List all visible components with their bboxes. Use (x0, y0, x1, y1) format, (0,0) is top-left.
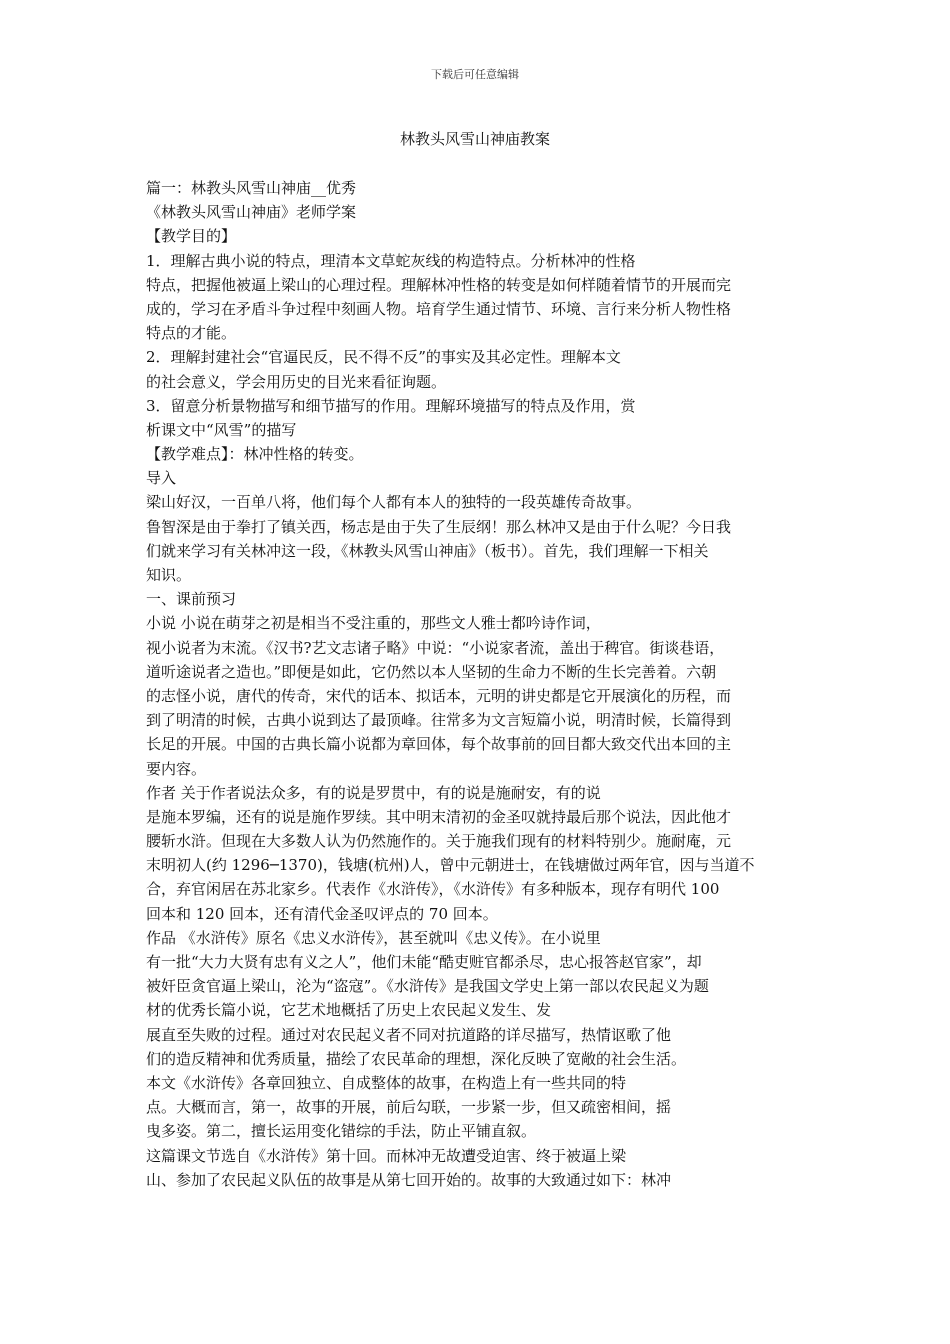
text-line: 视小说者为末流。《汉书?艺文志诸子略》中说：“小说家者流，盖出于稗官。街谈巷语， (146, 638, 725, 657)
text-line: 《林教头风雪山神庙》老师学案 (146, 203, 357, 222)
text-line: 一、课前预习 (146, 590, 237, 609)
text-line: 曳多姿。第二，擅长运用变化错综的手法，防止平铺直叙。 (146, 1122, 537, 1141)
text-line: 山、参加了农民起义队伍的故事是从第七回开始的。故事的大致通过如下：林冲 (146, 1170, 672, 1189)
text-line: 末明初人(约 1296─1370)，钱塘(杭州)人，曾中元朝进士，在钱塘做过两年官，因与当道不 (146, 856, 755, 875)
text-line: 腰斩水浒。但现在大多数人认为仍然施作的。关于施我们现有的材料特别少。施耐庵，元 (146, 832, 732, 851)
text-line: 展直至失败的过程。通过对农民起义者不同对抗道路的详尽描写，热情讴歌了他 (146, 1025, 672, 1044)
text-line: 2．理解封建社会“官逼民反，民不得不反”的事实及其必定性。理解本文 (146, 348, 621, 367)
text-line: 到了明清的时候，古典小说到达了最顶峰。往常多为文言短篇小说，明清时候，长篇得到 (146, 711, 732, 730)
text-line: 1．理解古典小说的特点，理清本文草蛇灰线的构造特点。分析林冲的性格 (146, 251, 636, 270)
text-line: 鲁智深是由于拳打了镇关西，杨志是由于失了生辰纲！那么林冲又是由于什么呢？今日我 (146, 517, 732, 536)
text-line: 这篇课文节选自《水浒传》第十回。而林冲无故遭受迫害、终于被逼上梁 (146, 1146, 627, 1165)
text-line: 合，弃官闲居在苏北家乡。代表作《水浒传》，《水浒传》有多种版本，现存有明代 100 (146, 880, 720, 899)
text-line: 小说 小说在萌芽之初是相当不受注重的，那些文人雅士都吟诗作词， (146, 614, 601, 633)
text-line: 是施本罗编，还有的说是施作罗续。其中明末清初的金圣叹就持最后那个说法，因此他才 (146, 807, 732, 826)
text-line: 作品 《水浒传》原名《忠义水浒传》，甚至就叫《忠义传》。在小说里 (146, 928, 601, 947)
text-line: 道听途说者之造也。”即便是如此，它仍然以本人坚韧的生命力不断的生长完善着。六朝 (146, 662, 717, 681)
text-line: 们的造反精神和优秀质量，描绘了农民革命的理想，深化反映了宽敞的社会生活。 (146, 1049, 687, 1068)
text-line: 要内容。 (146, 759, 207, 778)
text-line: 【教学难点】：林冲性格的转变。 (146, 445, 364, 464)
document-title: 林教头风雪山神庙教案 (399, 130, 550, 148)
text-line: 有一批“大力大贤有忠有义之人”，他们未能“酷吏赃官都杀尽，忠心报答赵官家”，却 (146, 953, 702, 971)
text-line: 3．留意分析景物描写和细节描写的作用。理解环境描写的特点及作用，赏 (146, 396, 636, 415)
text-line: 特点的才能。 (146, 324, 237, 343)
header-note: 下载后可任意编辑 (431, 68, 519, 81)
text-line: 的志怪小说，唐代的传奇，宋代的话本、拟话本，元明的讲史都是它开展演化的历程，而 (146, 686, 732, 705)
document-body (146, 176, 810, 1192)
text-line: 导入 (146, 469, 177, 488)
text-line: 的社会意义，学会用历史的目光来看征询题。 (146, 372, 447, 391)
text-line: 们就来学习有关林冲这一段，《林教头风雪山神庙》（板书）。首先，我们理解一下相关 (146, 541, 709, 560)
text-line: 材的优秀长篇小说，它艺术地概括了历史上农民起义发生、发 (146, 1001, 552, 1020)
text-line: 【教学目的】 (146, 227, 237, 246)
text-line: 特点，把握他被逼上梁山的心理过程。理解林冲性格的转变是如何样随着情节的开展而完 (146, 275, 732, 294)
text-line: 被奸臣贪官逼上梁山，沦为“盗寇”。《水浒传》是我国文学史上第一部以农民起义为题 (146, 977, 709, 996)
text-line: 篇一：林教头风雪山神庙__优秀 (146, 179, 357, 197)
text-line: 析课文中“风雪”的描写 (146, 420, 297, 439)
text-line: 知识。 (146, 566, 192, 584)
text-line: 成的，学习在矛盾斗争过程中刻画人物。培育学生通过情节、环境、言行来分析人物性格 (146, 299, 732, 318)
text-line: 梁山好汉，一百单八将，他们每个人都有本人的独特的一段英雄传奇故事。 (146, 493, 642, 512)
text-line: 点。大概而言，第一，故事的开展，前后勾联，一步紧一步，但又疏密相间，摇 (146, 1098, 672, 1117)
text-line: 回本和 120 回本，还有清代金圣叹评点的 70 回本。 (146, 904, 498, 923)
text-line: 本文《水浒传》各章回独立、自成整体的故事，在构造上有一些共同的特 (146, 1073, 627, 1092)
text-line: 作者 关于作者说法众多，有的说是罗贯中，有的说是施耐安，有的说 (146, 783, 601, 802)
text-line: 长足的开展。中国的古典长篇小说都为章回体，每个故事前的回目都大致交代出本回的主 (146, 735, 732, 754)
